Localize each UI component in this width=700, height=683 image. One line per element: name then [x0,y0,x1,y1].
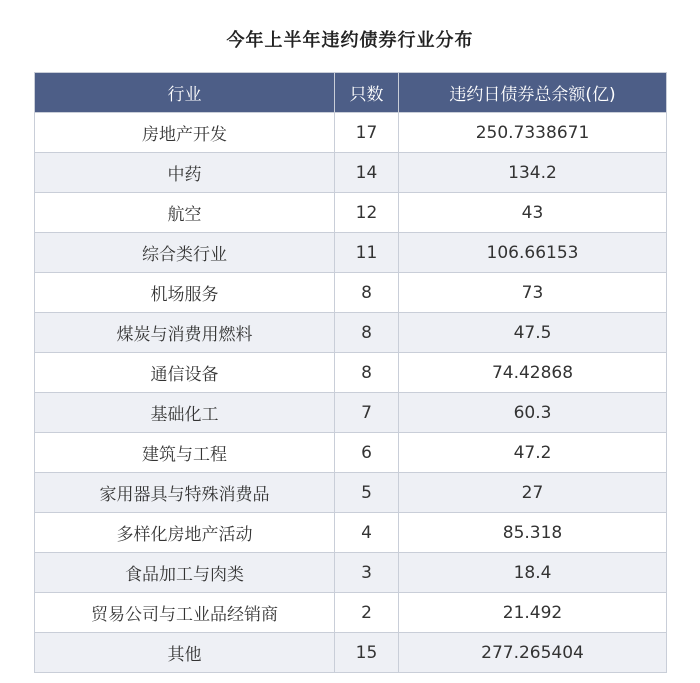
count-cell: 3 [335,553,399,593]
header-industry: 行业 [35,73,335,113]
balance-cell: 47.5 [399,313,667,353]
table-row [35,513,667,553]
count-cell: 8 [335,273,399,313]
balance-cell: 85.318 [399,513,667,553]
balance-cell: 73 [399,273,667,313]
count-cell: 8 [335,313,399,353]
table-row [35,353,667,393]
industry-cell: 煤炭与消费用燃料 [35,313,335,353]
header-count: 只数 [335,73,399,113]
count-cell: 17 [335,113,399,153]
industry-cell: 机场服务 [35,273,335,313]
count-cell: 12 [335,193,399,233]
header-balance: 违约日债券总余额(亿) [399,73,667,113]
balance-cell: 43 [399,193,667,233]
industry-cell: 贸易公司与工业品经销商 [35,593,335,633]
table-row [35,153,667,193]
balance-cell: 27 [399,473,667,513]
table-row [35,273,667,313]
industry-cell: 房地产开发 [35,113,335,153]
table-row [35,393,667,433]
count-cell: 6 [335,433,399,473]
balance-cell: 74.42868 [399,353,667,393]
balance-cell: 250.7338671 [399,113,667,153]
industry-cell: 航空 [35,193,335,233]
industry-cell: 通信设备 [35,353,335,393]
industry-cell: 建筑与工程 [35,433,335,473]
industry-cell: 基础化工 [35,393,335,433]
count-cell: 4 [335,513,399,553]
industry-cell: 家用器具与特殊消费品 [35,473,335,513]
balance-cell: 134.2 [399,153,667,193]
industry-cell: 多样化房地产活动 [35,513,335,553]
table-title: 今年上半年违约债券行业分布 [226,30,474,51]
table-row [35,593,667,633]
table-row [35,633,667,673]
industry-cell: 食品加工与肉类 [35,553,335,593]
table-row [35,473,667,513]
industry-cell: 综合类行业 [35,233,335,273]
table-row [35,433,667,473]
table-body [35,113,667,673]
count-cell: 7 [335,393,399,433]
table-row [35,553,667,593]
count-cell: 2 [335,593,399,633]
count-cell: 8 [335,353,399,393]
table-row [35,233,667,273]
balance-cell: 60.3 [399,393,667,433]
balance-cell: 106.66153 [399,233,667,273]
table-row [35,113,667,153]
balance-cell: 47.2 [399,433,667,473]
table-row [35,313,667,353]
count-cell: 5 [335,473,399,513]
industry-cell: 其他 [35,633,335,673]
count-cell: 15 [335,633,399,673]
balance-cell: 277.265404 [399,633,667,673]
bond-default-industry-table [34,72,667,673]
count-cell: 14 [335,153,399,193]
balance-cell: 18.4 [399,553,667,593]
balance-cell: 21.492 [399,593,667,633]
table-row [35,193,667,233]
table-header-row [35,73,667,113]
count-cell: 11 [335,233,399,273]
industry-cell: 中药 [35,153,335,193]
